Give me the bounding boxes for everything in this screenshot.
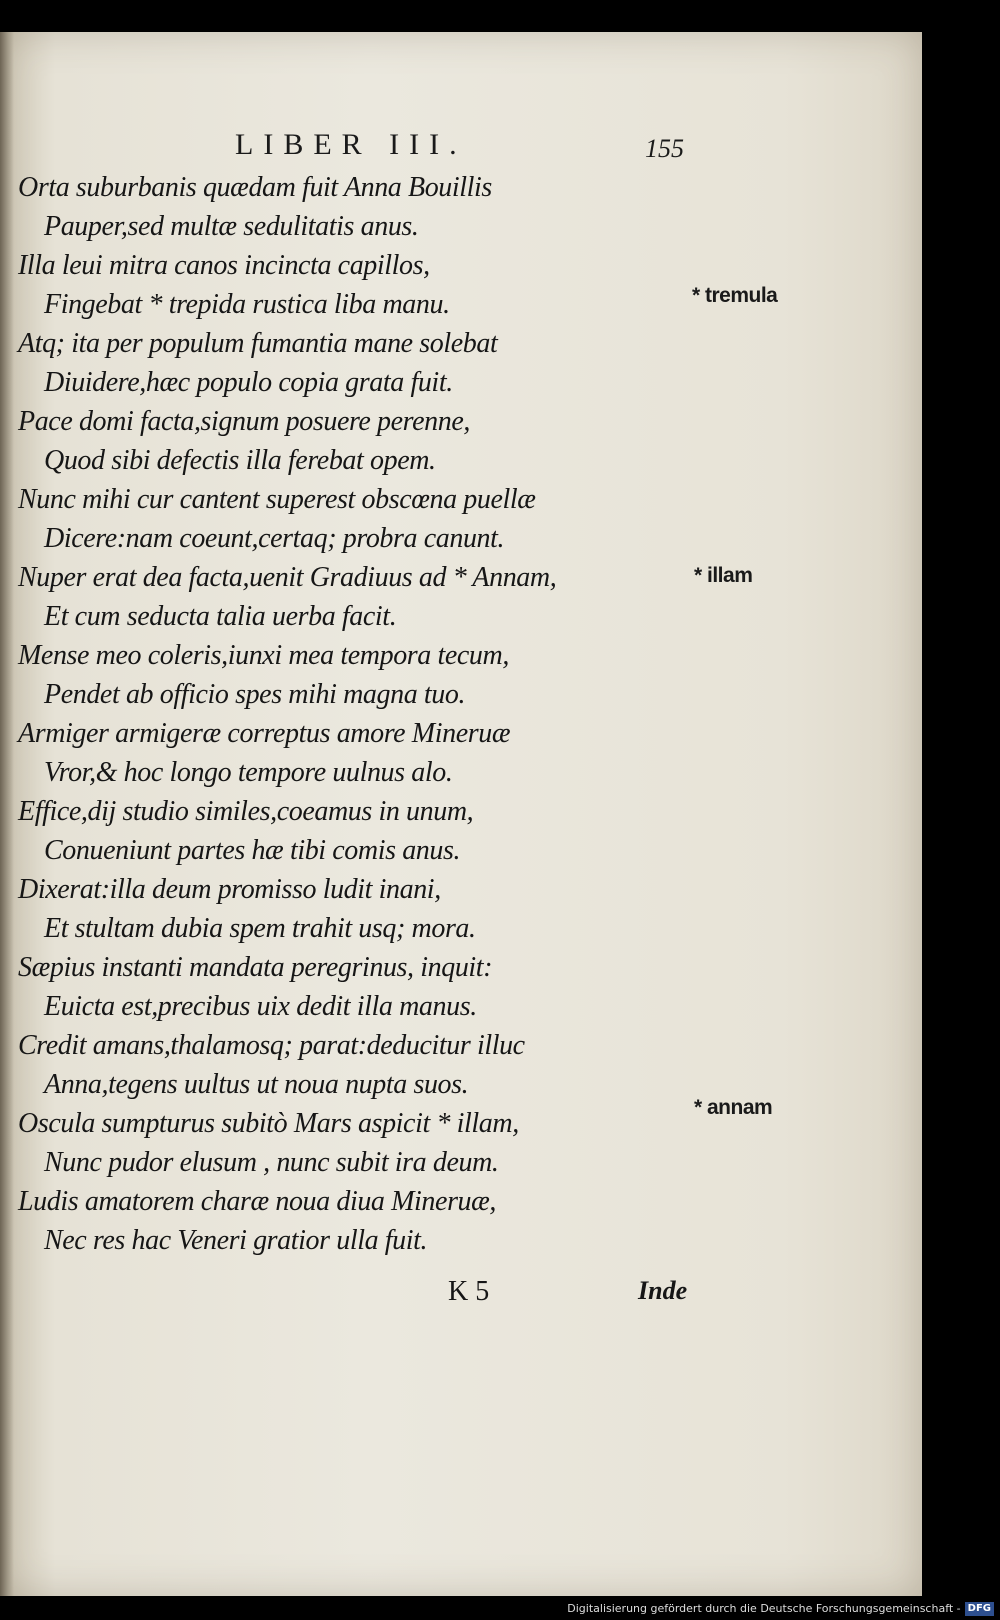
dfg-logo: DFG [965,1602,994,1616]
verse-block [18,168,638,1260]
verse-line: Euicta est,precibus uix dedit illa manus. [44,991,477,1022]
verse-line: Nunc mihi cur cantent superest obscœna puellæ [18,484,536,515]
page-number: 155 [645,134,684,163]
marginal-note-tremula: * tremula [692,284,778,307]
verse-line: Credit amans,thalamosq; parat:deducitur illuc [18,1030,525,1061]
verse-line: Nunc pudor elusum , nunc subit ira deum. [44,1147,499,1178]
verse-line: Pauper,sed multæ sedulitatis anus. [44,211,419,242]
verse-line: Sæpius instanti mandata peregrinus, inquit: [18,952,493,983]
verse-line: Effice,dij studio similes,coeamus in unum, [18,796,474,827]
signature-mark: K 5 [448,1276,490,1307]
page-spine-shadow [0,32,14,1596]
verse-line: Armiger armigeræ correptus amore Mineruæ [18,718,511,749]
marginal-note-illam: * illam [694,564,753,587]
running-header: LIBER III. [235,128,467,161]
verse-line: Nec res hac Veneri gratior ulla fuit. [44,1225,428,1256]
verse-line: Pendet ab officio spes mihi magna tuo. [44,679,466,710]
catchword: Inde [638,1276,688,1305]
verse-line: Quod sibi defectis illa ferebat opem. [44,445,436,476]
verse-line: Oscula sumpturus subitò Mars aspicit * illam, [18,1108,519,1139]
verse-line: Fingebat * trepida rustica liba manu. [44,289,450,320]
verse-line: Diuidere,hæc populo copia grata fuit. [44,367,453,398]
marginal-note-annam: * annam [694,1096,773,1119]
verse-line: Anna,tegens uultus ut noua nupta suos. [44,1069,469,1100]
verse-line: Mense meo coleris,iunxi mea tempora tecum, [18,640,509,671]
verse-line: Dixerat:illa deum promisso ludit inani, [18,874,441,905]
verse-line: Et cum seducta talia uerba facit. [44,601,397,632]
digitization-credit [567,1600,994,1618]
verse-line: Pace domi facta,signum posuere perenne, [18,406,470,437]
verse-line: Conueniunt partes hæ tibi comis anus. [44,835,461,866]
verse-line: Et stultam dubia spem trahit usq; mora. [44,913,476,944]
verse-line: Orta suburbanis quædam fuit Anna Bouillis [18,172,492,203]
verse-line: Atq; ita per populum fumantia mane solebat [18,328,498,359]
verse-line: Nuper erat dea facta,uenit Gradiuus ad * Annam, [18,562,557,593]
credit-text: Digitalisierung gefördert durch die Deutsche Forschungsgemeinschaft - [567,1602,961,1615]
verse-line: Vror,& hoc longo tempore uulnus alo. [44,757,453,788]
verse-line: Dicere:nam coeunt,certaq; probra canunt. [44,523,505,554]
verse-line: Illa leui mitra canos incincta capillos, [18,250,430,281]
verse-line: Ludis amatorem charæ noua diua Mineruæ, [18,1186,497,1217]
